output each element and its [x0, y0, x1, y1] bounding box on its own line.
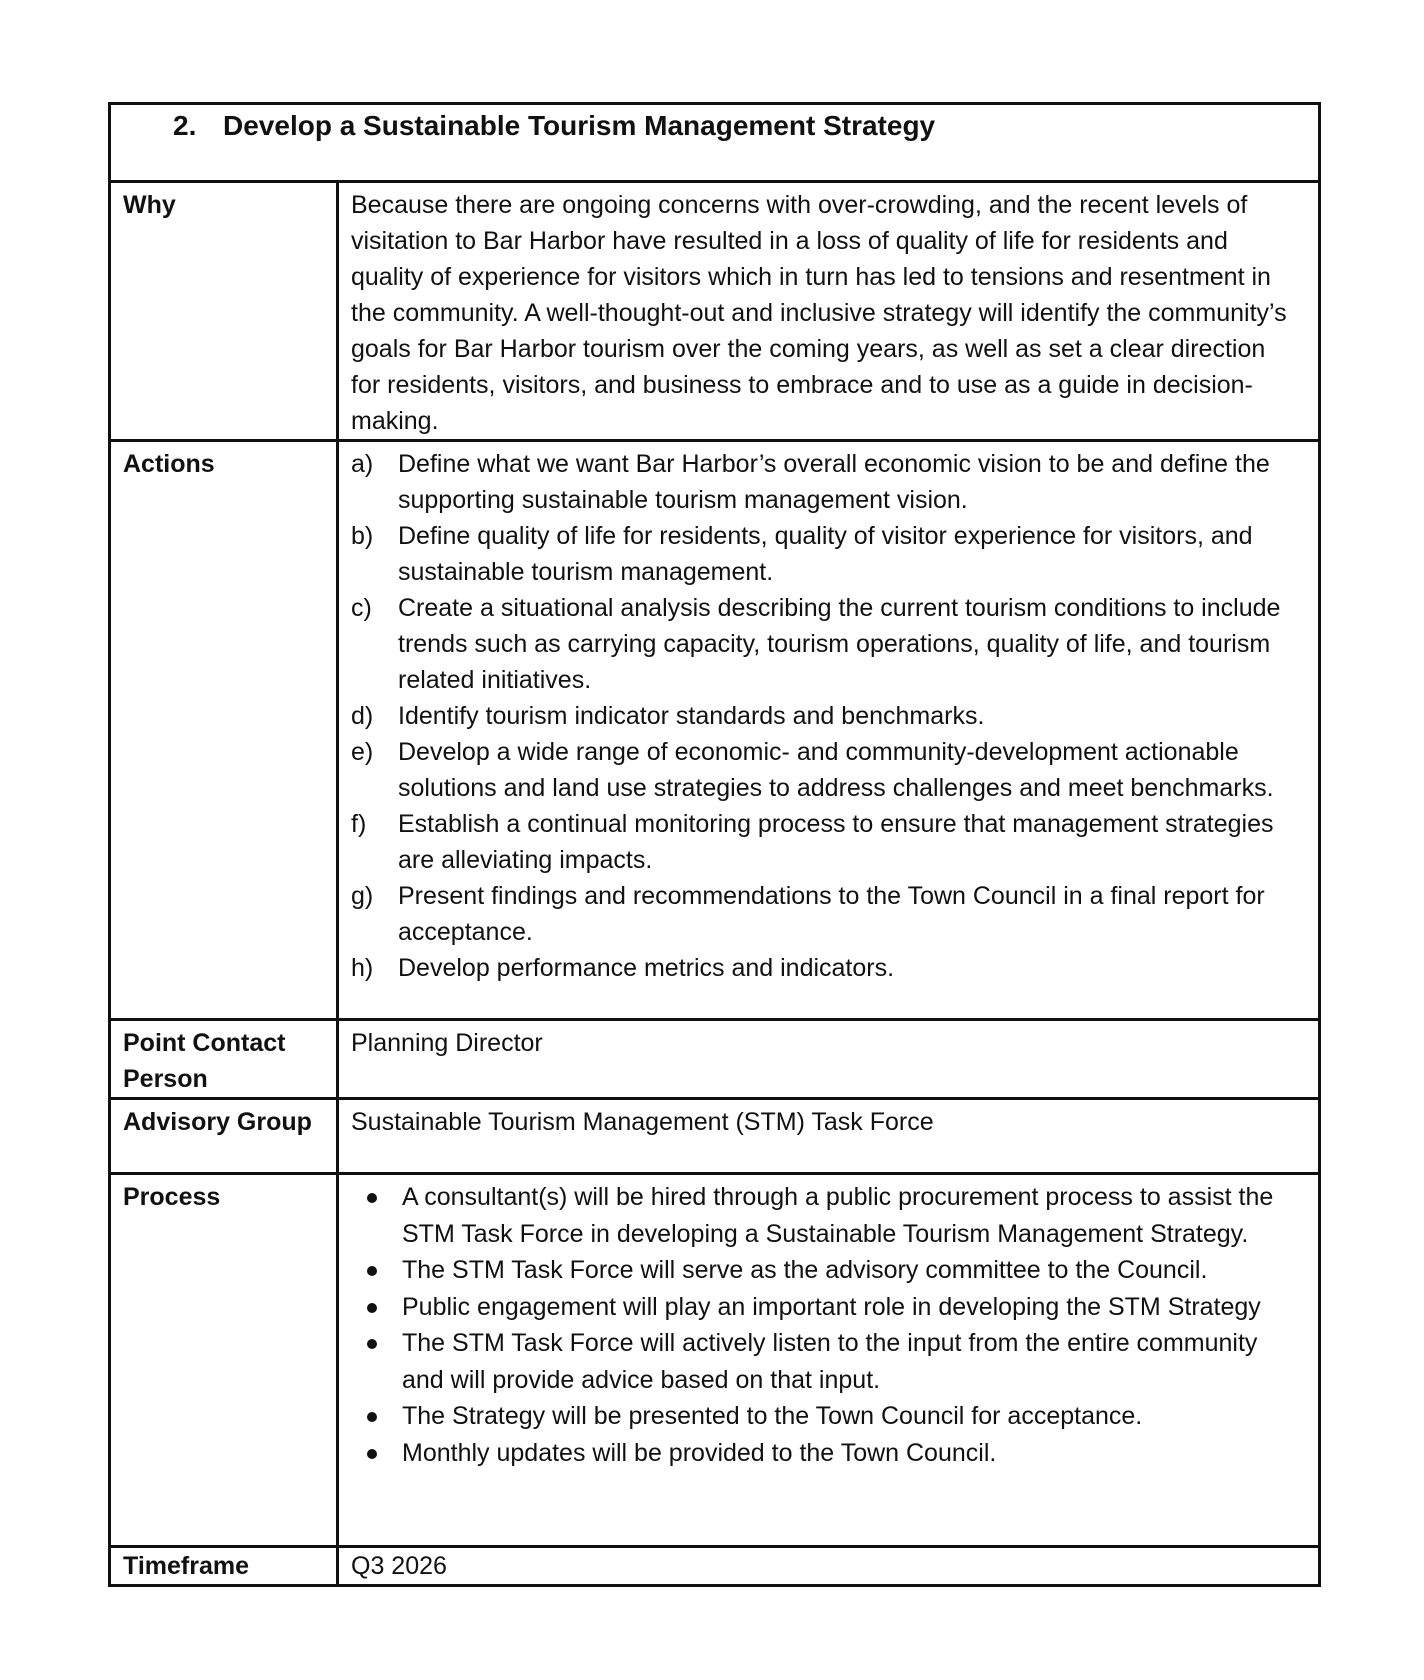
process-label-cell: [110, 1174, 338, 1547]
why-label: Why: [123, 191, 176, 219]
action-text: Define what we want Bar Harbor’s overall economic vision to be and define the supporting sustainable tourism management vision.: [398, 450, 1270, 514]
process-text: Public engagement will play an important role in developing the STM Strategy: [402, 1292, 1261, 1321]
action-item: [351, 518, 1300, 590]
process-text: Monthly updates will be provided to the Town Council.: [402, 1438, 997, 1467]
process-label: Process: [123, 1183, 221, 1211]
process-item: [351, 1325, 1300, 1398]
strategy-table: [108, 102, 1321, 1587]
action-text: Develop a wide range of economic- and community-development actionable solutions and land use strategies to address challenges and meet benchmarks.: [398, 738, 1274, 802]
timeframe-label-cell: [110, 1547, 338, 1586]
action-item: [351, 734, 1300, 806]
action-text: Establish a continual monitoring process to ensure that management strategies are alleviating impacts.: [398, 810, 1274, 874]
process-item: [351, 1252, 1300, 1289]
action-marker: c): [351, 594, 372, 622]
contact-label-cell: [110, 1020, 338, 1099]
process-item: [351, 1435, 1300, 1472]
process-list: [351, 1179, 1300, 1471]
action-marker: e): [351, 738, 374, 766]
action-item: [351, 446, 1300, 518]
why-label-cell: [110, 182, 338, 441]
actions-content-cell: [338, 441, 1320, 1020]
actions-label: Actions: [123, 450, 215, 478]
process-item: [351, 1179, 1300, 1252]
action-text: Create a situational analysis describing the current tourism conditions to include trends such as carrying capacity, tourism operations, quality of life, and tourism related initiatives.: [398, 594, 1281, 694]
bullet-icon: [367, 1339, 377, 1349]
actions-label-cell: [110, 441, 338, 1020]
advisory-value: Sustainable Tourism Management (STM) Task Force: [351, 1108, 934, 1136]
action-marker: b): [351, 522, 374, 550]
contact-value: Planning Director: [351, 1029, 543, 1057]
timeframe-content-cell: [338, 1547, 1320, 1586]
bullet-icon: [367, 1266, 377, 1276]
action-item: [351, 950, 1300, 986]
process-text: A consultant(s) will be hired through a public procurement process to assist the STM Task Force in developing a Sustainable Tourism Management Strategy.: [402, 1183, 1274, 1248]
advisory-label-cell: [110, 1099, 338, 1174]
advisory-label: Advisory Group: [123, 1108, 312, 1136]
process-text: The STM Task Force will serve as the advisory committee to the Council.: [402, 1256, 1208, 1284]
process-item: [351, 1398, 1300, 1435]
process-content-cell: [338, 1174, 1320, 1547]
action-marker: h): [351, 954, 374, 982]
action-marker: f): [351, 810, 367, 838]
section-title-text: Develop a Sustainable Tourism Management Strategy: [223, 110, 936, 141]
process-text: The Strategy will be presented to the Town Council for acceptance.: [402, 1402, 1143, 1430]
process-text: The STM Task Force will actively listen to the input from the entire community and will provide advice based on that input.: [402, 1329, 1258, 1394]
timeframe-value: Q3 2026: [351, 1552, 447, 1580]
bullet-icon: [367, 1303, 377, 1313]
action-item: [351, 878, 1300, 950]
why-text: Because there are ongoing concerns with over-crowding, and the recent levels of visitation to Bar Harbor have resulted in a loss of quality of life for residents and quality of experience for visitors which in turn has led to tensions and resentment in the community. A well-thought-out and inclusive strategy will identify the community’s goals for Bar Harbor tourism over the coming years, as well as set a clear direction for residents, visitors, and business to embrace and to use as a guide in decision-making.: [351, 191, 1287, 435]
action-item: [351, 590, 1300, 698]
timeframe-label: Timeframe: [123, 1552, 249, 1580]
title-cell: [110, 104, 1320, 182]
action-text: Present findings and recommendations to the Town Council in a final report for acceptance.: [398, 882, 1265, 946]
bullet-icon: [367, 1193, 377, 1203]
advisory-content-cell: [338, 1099, 1320, 1174]
action-text: Define quality of life for residents, quality of visitor experience for visitors, and sustainable tourism management.: [398, 522, 1253, 586]
action-text: Develop performance metrics and indicators.: [398, 954, 895, 982]
actions-list: [351, 446, 1300, 986]
action-marker: g): [351, 882, 374, 910]
section-title: [111, 105, 1318, 143]
section-number: 2.: [173, 110, 197, 141]
action-item: [351, 698, 1300, 734]
bullet-icon: [367, 1449, 377, 1459]
bullet-icon: [367, 1412, 377, 1422]
action-item: [351, 806, 1300, 878]
action-marker: a): [351, 450, 374, 478]
contact-label: Point Contact Person: [123, 1029, 286, 1093]
process-item: [351, 1289, 1300, 1326]
action-marker: d): [351, 702, 374, 730]
why-content-cell: [338, 182, 1320, 441]
action-text: Identify tourism indicator standards and benchmarks.: [398, 702, 985, 730]
contact-content-cell: [338, 1020, 1320, 1099]
